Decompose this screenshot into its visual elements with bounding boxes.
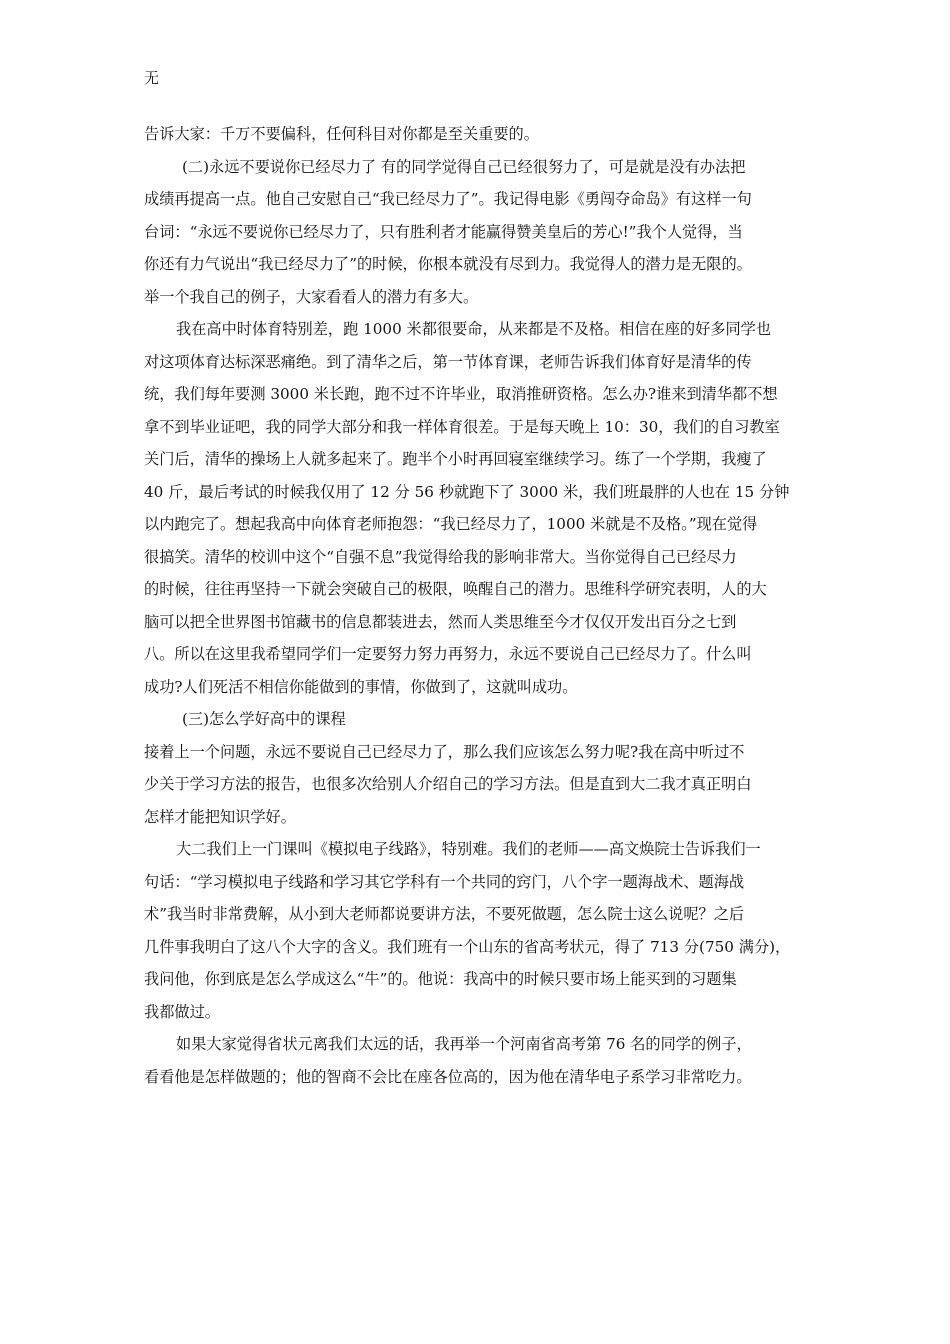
text-line: 拿不到毕业证吧，我的同学大部分和我一样体育很差。于是每天晚上 10：30，我们的自习教室 [144, 417, 780, 436]
text-line: (三)怎么学好高中的课程 [182, 710, 346, 728]
text-line: 术”我当时非常费解，从小到大老师都说要讲方法，不要死做题，怎么院士这么说呢？之后 [144, 905, 745, 923]
text-line: 我问他，你到底是怎么学成这么“牛”的。他说：我高中的时候只要市场上能买到的习题集 [144, 970, 737, 988]
text-line: 成功?人们死活不相信你能做到的事情，你做到了，这就叫成功。 [144, 677, 578, 696]
text-line: 台词：“永远不要说你已经尽力了，只有胜利者才能赢得赞美皇后的芳心!”我个人觉得，当 [144, 222, 743, 241]
text-line: 成绩再提高一点。他自己安慰自己“我已经尽力了”。我记得电影《勇闯夺命岛》有这样一句 [144, 190, 752, 208]
text-line: 40 斤，最后考试的时候我仅用了 12 分 56 秒就跑下了 3000 米，我们班最胖的人也在 15 分钟 [144, 482, 790, 501]
text-line: 告诉大家：千万不要偏科，任何科目对你都是至关重要的。 [144, 125, 539, 143]
body-text [144, 118, 814, 1093]
text-line: 统，我们每年要测 3000 米长跑，跑不过不许毕业，取消推研资格。怎么办?谁来到清华都不想 [144, 385, 778, 403]
text-line: 以内跑完了。想起我高中向体育老师抱怨：“我已经尽力了，1000 米就是不及格。”现在觉得 [144, 515, 758, 533]
text-line: 少关于学习方法的报告，也很多次给别人介绍自己的学习方法。但是直到大二我才真正明白 [144, 775, 752, 793]
text-line: 你还有力气说出“我已经尽力了”的时候，你根本就没有尽到力。我觉得人的潜力是无限的。 [144, 255, 752, 273]
text-line: 句话：“学习模拟电子线路和学习其它学科有一个共同的窍门，八个字一题海战术、题海战 [144, 872, 745, 891]
text-line: 大二我们上一门课叫《模拟电子线路》，特别难。我们的老师——高文焕院士告诉我们一 [176, 840, 761, 858]
text-line: 我都做过。 [144, 1002, 220, 1021]
text-line: 八。所以在这里我希望同学们一定要努力努力再努力，永远不要说自己已经尽力了。什么叫 [144, 645, 752, 663]
page-header: 无 [144, 69, 160, 87]
text-line: 接着上一个问题，永远不要说自己已经尽力了，那么我们应该怎么努力呢?我在高中听过不 [144, 742, 745, 761]
text-line: 举一个我自己的例子，大家看看人的潜力有多大。 [144, 287, 479, 306]
text-line: 很搞笑。清华的校训中这个“自强不息”我觉得给我的影响非常大。当你觉得自己已经尽力 [144, 547, 737, 566]
text-line: 几件事我明白了这八个大字的含义。我们班有一个山东的省高考状元，得了 713 分(750 满分)， [144, 937, 791, 956]
text-line: 关门后，清华的操场上人就多起来了。跑半个小时再回寝室继续学习。练了一个学期，我瘦了 [144, 450, 767, 468]
text-line: 的时候，往往再坚持一下就会突破自己的极限，唤醒自己的潜力。思维科学研究表明，人的大 [144, 580, 767, 598]
text-line: 看看他是怎样做题的；他的智商不会比在座各位高的，因为他在清华电子系学习非常吃力。 [144, 1067, 752, 1086]
text-line: 我在高中时体育特别差，跑 1000 米都很要命，从来都是不及格。相信在座的好多同学也 [176, 320, 772, 338]
text-line: 怎样才能把知识学好。 [144, 807, 296, 826]
text-line: 对这项体育达标深恶痛绝。到了清华之后，第一节体育课，老师告诉我们体育好是清华的传 [144, 352, 752, 371]
text-line: 如果大家觉得省状元离我们太远的话，我再举一个河南省高考第 76 名的同学的例子， [176, 1035, 752, 1053]
text-line: 脑可以把全世界图书馆藏书的信息都装进去，然而人类思维至今才仅仅开发出百分之七到 [144, 612, 737, 631]
text-line: (二)永远不要说你已经尽力了 有的同学觉得自己已经很努力了，可是就是没有办法把 [182, 157, 746, 176]
